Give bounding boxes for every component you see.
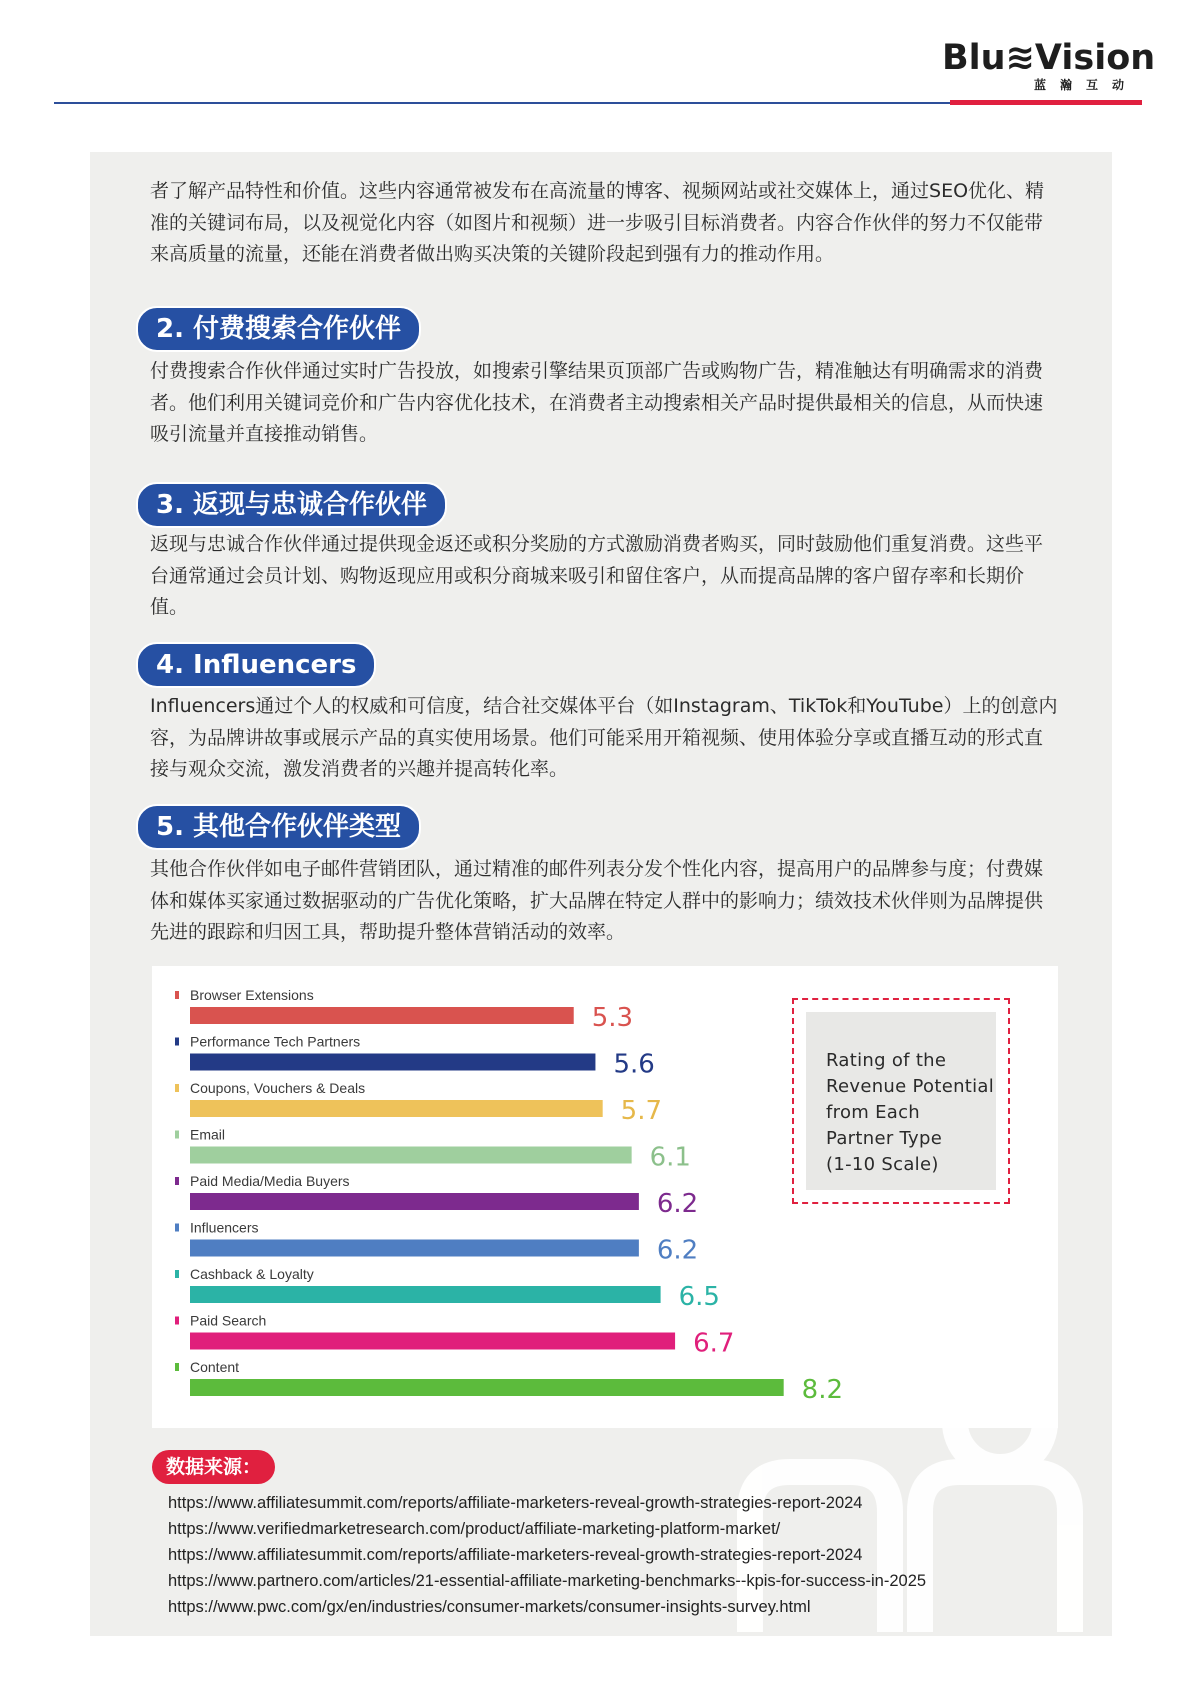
source-link[interactable]: https://www.verifiedmarketresearch.com/product/affiliate-marketing-platform-market/: [168, 1520, 781, 1538]
chart-title-line: Revenue Potential: [826, 1076, 995, 1097]
content-panel: [90, 152, 1112, 1636]
category-marker: [175, 1363, 179, 1371]
bar: [190, 1100, 603, 1117]
bar: [190, 1147, 632, 1164]
category-label: Cashback & Loyalty: [190, 1266, 314, 1282]
section-title-cashback: 3. 返现与忠诚合作伙伴: [136, 482, 447, 528]
section-title-other-partners: 5. 其他合作伙伴类型: [136, 804, 421, 850]
value-label: 5.7: [620, 1096, 663, 1126]
bar: [190, 1193, 639, 1210]
value-label: 5.6: [613, 1049, 655, 1080]
bar: [190, 1333, 675, 1350]
page-header: [0, 0, 1200, 110]
bar: [190, 1054, 595, 1071]
category-label: Influencers: [190, 1219, 259, 1236]
logo-wordmark: Blu≋Vision: [942, 38, 1156, 78]
value-label: 6.2: [656, 1235, 699, 1266]
logo-subtitle: 蓝瀚互动: [1033, 78, 1138, 92]
source-link[interactable]: https://www.partnero.com/articles/21-essential-affiliate-marketing-benchmarks--kpis-for-success-in-2025: [168, 1572, 927, 1590]
category-marker: [175, 1177, 179, 1185]
source-link[interactable]: https://www.pwc.com/gx/en/industries/consumer-markets/consumer-insights-survey.html: [168, 1598, 811, 1616]
category-label: Content: [190, 1359, 240, 1375]
category-marker: [175, 1270, 179, 1278]
bar: [190, 1007, 574, 1024]
header-divider: [54, 102, 950, 104]
value-label: 6.7: [693, 1328, 735, 1359]
bar: [190, 1379, 784, 1396]
section-text-paid-search: 付费搜索合作伙伴通过实时广告投放，如搜索引擎结果页顶部广告或购物广告，精准触达有明确需求的消费者。他们利用关键词竞价和广告内容优化技术，在消费者主动搜索相关产品时提供最相关的信息，从而快速吸引流量并直接推动销售。: [150, 360, 1044, 445]
sources-list: [168, 1490, 1068, 1620]
category-marker: [175, 991, 179, 999]
bar-chart: [152, 966, 844, 1428]
chart-title-box: [792, 998, 1010, 1204]
category-marker: [175, 1224, 179, 1232]
bar: [190, 1286, 661, 1303]
chart-title: [806, 1012, 996, 1190]
category-label: Performance Tech Partners: [190, 1033, 361, 1050]
brand-logo: [942, 38, 1156, 98]
bar-chart-card: [152, 966, 1058, 1428]
section-text-influencers: Influencers通过个人的权威和可信度，结合社交媒体平台（如Instagram、TikTok和YouTube）上的创意内容，为品牌讲故事或展示产品的真实使用场景。他们可能采用开箱视频、使用体验分享或直播互动的形式直接与观众交流，激发消费者的兴趣并提高转化率。: [150, 695, 1058, 780]
chart-title-line: from Each: [826, 1102, 921, 1123]
category-marker: [175, 1084, 179, 1092]
section-text-other-partners: 其他合作伙伴如电子邮件营销团队，通过精准的邮件列表分发个性化内容，提高用户的品牌参与度；付费媒体和媒体买家通过数据驱动的广告优化策略，扩大品牌在特定人群中的影响力；绩效技术伙伴则为品牌提供先进的跟踪和归因工具，帮助提升整体营销活动的效率。: [150, 858, 1044, 943]
chart-title-line: Partner Type: [826, 1128, 943, 1149]
category-label: Coupons, Vouchers & Deals: [190, 1080, 366, 1096]
value-label: 6.5: [678, 1282, 720, 1312]
sources-label: 数据来源：: [152, 1450, 275, 1484]
bar: [190, 1240, 639, 1257]
category-label: Paid Media/Media Buyers: [190, 1173, 350, 1189]
value-label: 8.2: [801, 1375, 844, 1405]
source-link[interactable]: https://www.affiliatesummit.com/reports/affiliate-marketers-reveal-growth-strategies-report-2024: [168, 1494, 863, 1512]
category-label: Paid Search: [190, 1312, 267, 1329]
header-accent-bar: [950, 100, 1142, 105]
section-text-cashback: 返现与忠诚合作伙伴通过提供现金返还或积分奖励的方式激励消费者购买，同时鼓励他们重复消费。这些平台通常通过会员计划、购物返现应用或积分商城来吸引和留住客户，从而提高品牌的客户留存率和长期价值。: [150, 533, 1044, 618]
value-label: 5.3: [591, 1003, 634, 1033]
category-marker: [175, 1038, 179, 1046]
section-title-influencers: 4. Influencers: [136, 642, 376, 688]
category-marker: [175, 1317, 179, 1325]
category-label: Email: [190, 1126, 226, 1143]
section-title-paid-search: 2. 付费搜索合作伙伴: [136, 306, 421, 352]
source-link[interactable]: https://www.affiliatesummit.com/reports/affiliate-marketers-reveal-growth-strategies-report-2024: [168, 1546, 863, 1564]
value-label: 6.2: [656, 1189, 699, 1219]
category-marker: [175, 1131, 179, 1139]
category-label: Browser Extensions: [190, 987, 314, 1003]
intro-paragraph: 者了解产品特性和价值。这些内容通常被发布在高流量的博客、视频网站或社交媒体上，通过SEO优化、精准的关键词布局，以及视觉化内容（如图片和视频）进一步吸引目标消费者。内容合作伙伴的努力不仅能带来高质量的流量，还能在消费者做出购买决策的关键阶段起到强有力的推动作用。: [150, 180, 1045, 265]
chart-title-line: (1-10 Scale): [826, 1154, 939, 1175]
value-label: 6.1: [649, 1142, 691, 1173]
chart-title-line: Rating of the: [826, 1050, 947, 1071]
